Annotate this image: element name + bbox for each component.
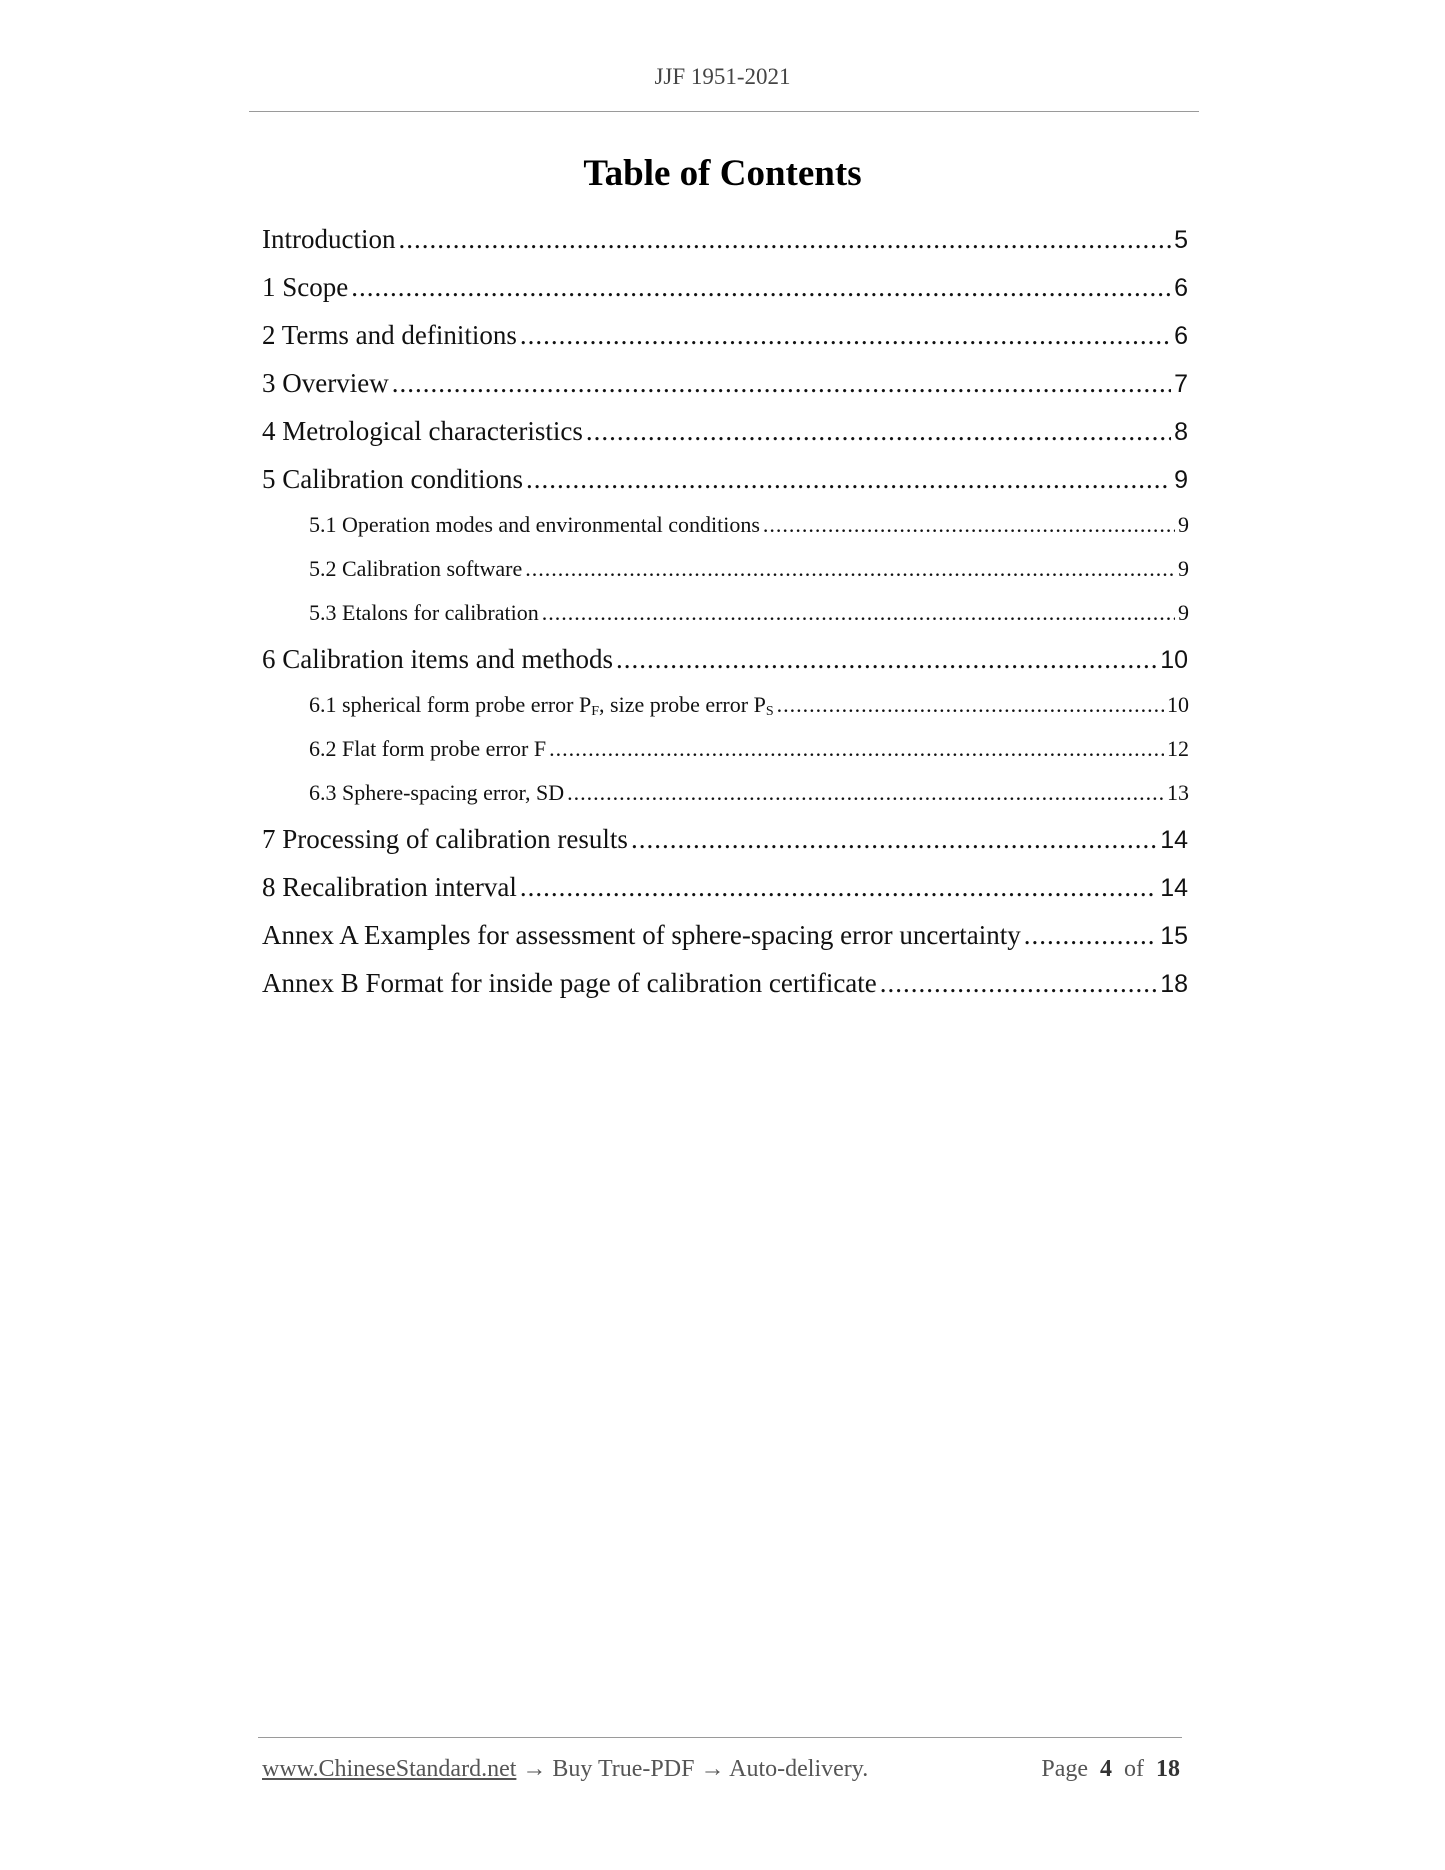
dot-leader — [549, 736, 1164, 762]
toc-entry-label: 5.3 Etalons for calibration — [309, 600, 539, 625]
toc-entry-label: 6.3 Sphere-spacing error, SD — [309, 780, 565, 805]
dot-leader — [392, 368, 1171, 399]
toc-entry-label: Annex B Format for inside page of calibration certificate — [262, 968, 877, 998]
toc-entry-label: Annex A Examples for assessment of sphere-spacing error uncertainty — [262, 920, 1021, 950]
toc-page-number: 15 — [1160, 922, 1188, 950]
subscript-s: S — [765, 704, 774, 719]
toc-entry-label: 7 Processing of calibration results — [262, 824, 628, 854]
toc-entry-label: 6.2 Flat form probe error F — [309, 736, 547, 761]
toc-page-number: 18 — [1160, 970, 1188, 998]
toc-entry-scope[interactable] — [262, 272, 1188, 312]
toc-page-number: 14 — [1160, 874, 1188, 902]
toc-entry-label-part: 6.1 spherical form probe error P — [309, 692, 592, 717]
dot-leader — [526, 464, 1171, 495]
toc-page-number: 10 — [1167, 692, 1189, 717]
dot-leader — [880, 968, 1157, 999]
toc-entry-label-part: , size probe error P — [599, 692, 766, 717]
header-divider — [249, 111, 1199, 112]
dot-leader — [520, 872, 1157, 903]
toc-page-number: 6 — [1174, 322, 1188, 350]
buy-text: Buy True-PDF — [552, 1756, 695, 1782]
running-header: JJF 1951-2021 — [654, 64, 791, 89]
dot-leader — [351, 272, 1171, 303]
toc-entry-annex-b[interactable] — [262, 968, 1188, 1008]
toc-entry-introduction[interactable] — [262, 224, 1188, 264]
dot-leader — [763, 512, 1175, 538]
dot-leader — [525, 556, 1175, 582]
toc-entry-recalibration[interactable] — [262, 872, 1188, 912]
toc-page-number: 10 — [1160, 646, 1188, 674]
toc-entry-calibration-conditions[interactable] — [262, 464, 1188, 504]
toc-page-number: 9 — [1174, 466, 1188, 494]
toc-entry-label: 4 Metrological characteristics — [262, 416, 583, 446]
website-link[interactable]: www.ChineseStandard.net — [262, 1756, 517, 1782]
page-indicator — [1041, 1756, 1180, 1783]
toc-page-number: 7 — [1174, 370, 1188, 398]
toc-entry-annex-a[interactable] — [262, 920, 1188, 960]
page-title: Table of Contents — [583, 153, 862, 194]
toc-entry-6-3[interactable] — [309, 780, 1189, 814]
delivery-text: Auto-delivery. — [729, 1756, 869, 1782]
toc-page-number: 6 — [1174, 274, 1188, 302]
toc-entry-metrological[interactable] — [262, 416, 1188, 456]
toc-entry-terms[interactable] — [262, 320, 1188, 360]
toc-entry-label: 8 Recalibration interval — [262, 872, 517, 902]
dot-leader — [586, 416, 1171, 447]
toc-entry-5-1[interactable] — [309, 512, 1189, 546]
dot-leader — [777, 692, 1164, 718]
dot-leader — [542, 600, 1175, 626]
footer-promo — [262, 1756, 868, 1783]
dot-leader — [1024, 920, 1157, 951]
toc-page-number: 14 — [1160, 826, 1188, 854]
toc-entry-label — [309, 692, 774, 720]
toc-page-number: 9 — [1178, 556, 1189, 581]
toc-entry-5-3[interactable] — [309, 600, 1189, 634]
toc-page-number: 8 — [1174, 418, 1188, 446]
total-page-number: 18 — [1156, 1756, 1180, 1782]
toc-entry-label: 6 Calibration items and methods — [262, 644, 613, 674]
arrow-icon: → — [522, 1756, 547, 1782]
footer-divider — [258, 1737, 1182, 1738]
toc-entry-processing[interactable] — [262, 824, 1188, 864]
page-word: Page — [1041, 1756, 1088, 1782]
toc-entry-label: 2 Terms and definitions — [262, 320, 517, 350]
toc-entry-overview[interactable] — [262, 368, 1188, 408]
current-page-number: 4 — [1100, 1756, 1112, 1782]
toc-page-number: 13 — [1167, 780, 1189, 805]
dot-leader — [631, 824, 1157, 855]
toc-entry-calibration-items[interactable] — [262, 644, 1188, 684]
toc-entry-label: 1 Scope — [262, 272, 349, 302]
arrow-icon: → — [700, 1756, 725, 1782]
toc-entry-label: Introduction — [262, 224, 396, 254]
toc-entry-label: 5.1 Operation modes and environmental conditions — [309, 512, 760, 537]
dot-leader — [567, 780, 1164, 806]
toc-entry-label: 5 Calibration conditions — [262, 464, 523, 494]
of-word: of — [1124, 1756, 1144, 1782]
toc-page-number: 12 — [1167, 736, 1189, 761]
toc-entry-6-2[interactable] — [309, 736, 1189, 770]
toc-entry-5-2[interactable] — [309, 556, 1189, 590]
toc-entry-label: 3 Overview — [262, 368, 389, 398]
toc-page-number: 5 — [1174, 226, 1188, 254]
subscript-f: F — [591, 704, 600, 719]
toc-page-number: 9 — [1178, 600, 1189, 625]
dot-leader — [398, 224, 1171, 255]
toc-page-number: 9 — [1178, 512, 1189, 537]
toc-entry-label: 5.2 Calibration software — [309, 556, 523, 581]
dot-leader — [616, 644, 1157, 675]
toc-entry-6-1[interactable] — [309, 692, 1189, 726]
dot-leader — [520, 320, 1171, 351]
